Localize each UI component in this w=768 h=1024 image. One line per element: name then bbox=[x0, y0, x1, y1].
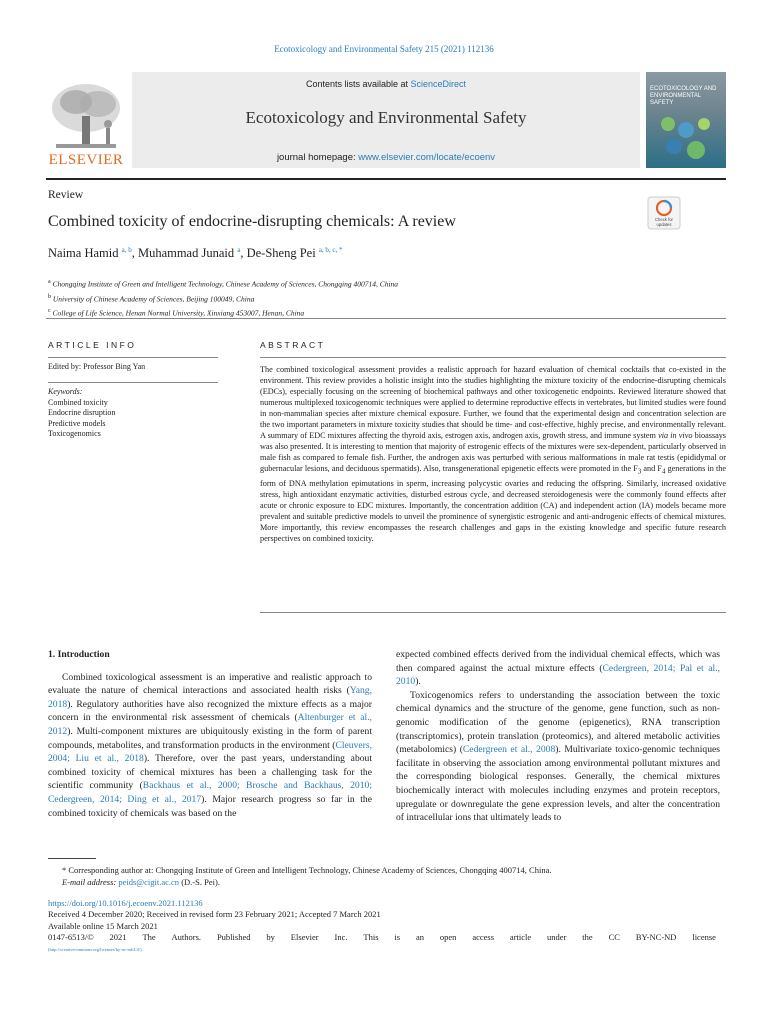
email-note bbox=[48, 876, 728, 888]
body-text: expected combined effects derived from the individual chemical effects, which was then compared against the actual mixture effects ( bbox=[396, 649, 720, 674]
author-affil-marker[interactable]: a, b bbox=[121, 246, 132, 254]
keywords-block bbox=[48, 387, 115, 440]
info-divider bbox=[48, 382, 218, 383]
edited-by: Edited by: Professor Bing Yan bbox=[48, 362, 146, 371]
body-text: Toxicogenomics refers to understanding the association between the toxic chemical dynamics and the structure of the genome, gene function, such as non-genomic modification of the genome (epigenetics), RNA transcription (transcriptomics), protein translation (proteomics), and altered metabolic activities (metabolomics) ( bbox=[396, 689, 720, 756]
elsevier-tree-logo bbox=[46, 78, 126, 168]
affiliation-marker: a bbox=[48, 279, 51, 285]
received-dates: Received 4 December 2020; Received in revised form 23 February 2021; Accepted 7 March 2021 bbox=[48, 909, 381, 920]
body-column-left bbox=[48, 648, 372, 820]
license-word: 2021 bbox=[109, 932, 127, 943]
cover-pattern-icon bbox=[656, 112, 716, 162]
abstract-italic: via in vivo bbox=[658, 431, 693, 440]
contents-line bbox=[132, 79, 640, 89]
publisher-wordmark: ELSEVIER bbox=[48, 152, 124, 168]
abstract-heading: ABSTRACT bbox=[260, 340, 326, 350]
license-statement bbox=[48, 932, 716, 943]
body-paragraph bbox=[396, 648, 720, 689]
affiliation-text: Chongqing Institute of Green and Intelligent Technology, Chinese Academy of Sciences, Chongqing 400714, China bbox=[52, 279, 399, 289]
license-word: open bbox=[439, 932, 457, 943]
keyword: Endocrine disruption bbox=[48, 408, 116, 417]
license-word: Authors. bbox=[171, 932, 202, 943]
abstract-segment: and bbox=[641, 464, 658, 473]
homepage-link[interactable]: www.elsevier.com/locate/ecoenv bbox=[358, 152, 496, 163]
homepage-line bbox=[132, 152, 640, 163]
doi-link[interactable]: https://doi.org/10.1016/j.ecoenv.2021.112136 bbox=[48, 898, 203, 908]
abstract-text bbox=[260, 364, 726, 544]
author-list bbox=[48, 246, 343, 261]
license-word: article bbox=[509, 932, 532, 943]
citation-link[interactable]: Backhaus et al., 2000; Brosche and Backhaus, 2010; Cedergreen, 2014; Ding et al., 2017 bbox=[48, 780, 372, 805]
badge-text-line2: updates bbox=[656, 222, 672, 227]
affiliation bbox=[48, 291, 398, 306]
info-divider bbox=[48, 357, 218, 358]
abstract-segment: bioassays was also presented. It is interesting to mention that majority of estrogenic effects of the mixtures were sex-dependent, particularly observed in male fish as compared to female fish. Further, the androgen axis was perturbed with serious malformations in male rat testis (epididymal or gubernacular lesions, and deciduous spermatids). Also, transgenerational epigenetic effects were promoted in the bbox=[260, 431, 726, 473]
article-type: Review bbox=[48, 189, 84, 201]
contents-prefix: Contents lists available at bbox=[305, 79, 411, 89]
body-text: ). Therefore, over the past years, understanding about combined toxicity of chemical mixtures has been a challenging task for the scientific community ( bbox=[48, 753, 372, 792]
author-separator: , bbox=[240, 246, 247, 261]
author-name[interactable]: Muhammad Junaid bbox=[137, 246, 235, 261]
abstract-segment: The combined toxicological assessment provides a realistic approach for hazard evaluation of chemical cocktails that co-existed in the environment. This review provides a holistic insight into the studies highlighting the mixture toxicity of the endocrine-disrupting chemicals (EDCs), especially focusing on the screening of biochemical pathways and other toxicogenetic endpoints. Reviewed literature showed that numerous multiplexed toxicogenomic techniques were applied to determine reproductive effects in vertebrates, but limited studies were found in non-mammalian species after mixture chemical exposure. Further, we found that the experimental design and concentration selection are the two important parameters in mixture toxicity studies that should be time- and cost-effective, highly precise, and environmentally relevant. A summary of EDC mixtures affecting the thyroid axis, estrogen axis, androgen axis, growth stress, and immune system bbox=[260, 365, 726, 440]
citation-link[interactable]: Cedergreen, 2014; Pal et al., 2010 bbox=[396, 662, 720, 688]
journal-title: Ecotoxicology and Environmental Safety bbox=[245, 108, 527, 127]
keywords-label: Keywords: bbox=[48, 387, 83, 396]
masthead bbox=[46, 72, 726, 168]
affiliation-marker: b bbox=[48, 293, 51, 300]
journal-cover-image[interactable] bbox=[646, 72, 726, 168]
article-info-heading: ARTICLE INFO bbox=[48, 340, 137, 350]
body-text: ). Multi-component mixtures are ubiquitously existing in the form of parent compounds, metabolites, and transformation products in the environment ( bbox=[48, 725, 372, 751]
online-date: Available online 15 March 2021 bbox=[48, 920, 158, 931]
email-label: E-mail address: bbox=[62, 877, 119, 887]
generation-label: F bbox=[633, 464, 638, 473]
affiliation-text: College of Life Science, Henan Normal University, Xinxiang 453007, Henan, China bbox=[52, 308, 305, 318]
license-word: Published bbox=[216, 932, 251, 943]
journal-citation[interactable]: Ecotoxicology and Environmental Safety 215 (2021) 112136 bbox=[274, 44, 494, 54]
citation-link[interactable]: Altenburger et al., 2012 bbox=[48, 712, 372, 737]
badge-text-line1: Check for bbox=[655, 217, 673, 222]
license-word: under bbox=[547, 932, 567, 943]
author-affil-marker[interactable]: a, b, c, * bbox=[318, 246, 343, 254]
tree-icon bbox=[46, 78, 126, 152]
corresponding-author-note bbox=[48, 864, 728, 876]
license-word: 0147-6513/© bbox=[48, 932, 94, 943]
section-title: 1. Introduction bbox=[48, 649, 110, 660]
cover-title: ECOTOXICOLOGY AND ENVIRONMENTAL SAFETY bbox=[650, 86, 717, 106]
author-name[interactable]: Naima Hamid bbox=[48, 246, 119, 261]
footnote-text: Corresponding author at: Chongqing Institute of Green and Intelligent Technology, Chinese Academy of Sciences, Chongqing 400714, China. bbox=[66, 865, 552, 875]
affiliation-marker: c bbox=[48, 308, 51, 314]
generation-subscript: 4 bbox=[661, 468, 666, 476]
journal-banner bbox=[132, 72, 640, 168]
article-title: Combined toxicity of endocrine-disrupting chemicals: A review bbox=[48, 213, 456, 230]
license-word: is bbox=[394, 932, 401, 943]
section-rule bbox=[46, 318, 726, 319]
abstract-segment: generations in the form of DNA methylation epimutations in sperm, increasing polycystic ovaries and reducing the offspring. Similarly, increased oxidative stress, high antioxidant enzymatic activities, disturbed estrous cycle, and decreased steroidogenesis were the commonly found effects after acute or chronic exposure to EDC mixtures. Importantly, the concentration addition (CA) and independent action (IA) models became more prevalent and suitable predictive models to unveil the prominence of synergistic estrogenic and anti-androgenic effects of chemical mixtures. More importantly, this review encompasses the research challenges and gaps in the existing knowledge and specific future research perspectives on combined toxicity. bbox=[260, 464, 726, 543]
license-word: This bbox=[363, 932, 379, 943]
body-column-right bbox=[396, 648, 720, 825]
keyword: Combined toxicity bbox=[48, 397, 108, 407]
footnote-marker: * bbox=[62, 865, 67, 875]
citation-link[interactable]: Cedergreen et al., 2008 bbox=[462, 744, 556, 756]
body-text: ). Multivariate toxico-genomic techniques facilitate in observing the association among environmental pollutant mixtures and the corresponding biological responses. Generally, the chemical mixtures biochemically interact with molecules including enzymes and protein receptors, upregulate or downregulate the gene expression levels, and alter the concentration of intracellular ions that ultimately leads to bbox=[396, 744, 720, 824]
abstract-bottom-rule bbox=[260, 612, 726, 613]
body-paragraph bbox=[396, 689, 720, 825]
license-word: The bbox=[142, 932, 156, 943]
email-link[interactable]: peids@cigit.ac.cn bbox=[118, 877, 180, 887]
license-url[interactable]: (http://creativecommons.org/licenses/by-nc-nd/4.0/). bbox=[48, 946, 143, 952]
citation-link[interactable]: Cleuvers, 2004; Liu et al., 2018 bbox=[48, 739, 372, 765]
body-text: ). Regulatory authorities have also recognized the mixture effects as a major concern in the environmental risk assessment of chemicals ( bbox=[48, 698, 372, 724]
license-word: CC bbox=[608, 932, 620, 943]
keyword: Predictive models bbox=[48, 418, 106, 428]
homepage-label: journal homepage: bbox=[276, 152, 359, 163]
license-word: Inc. bbox=[334, 932, 348, 943]
check-updates-icon bbox=[647, 196, 681, 230]
keyword: Toxicogenomics bbox=[48, 429, 101, 438]
author-name[interactable]: De-Sheng Pei bbox=[246, 246, 316, 261]
body-text: Combined toxicological assessment is an imperative and realistic approach to evaluate the nature of chemical interactions and associated health risks ( bbox=[48, 671, 372, 697]
check-for-updates-badge[interactable] bbox=[647, 196, 681, 230]
footnote-rule bbox=[48, 858, 96, 859]
license-word: an bbox=[415, 932, 424, 943]
email-suffix: (D.-S. Pei). bbox=[179, 877, 220, 887]
generation-label: F bbox=[657, 464, 662, 473]
license-word: access bbox=[472, 932, 495, 943]
author-affil-marker[interactable]: a bbox=[237, 246, 241, 254]
affiliation-text: University of Chinese Academy of Sciences, Beijing 100049, China bbox=[52, 294, 255, 303]
license-word: the bbox=[582, 932, 593, 943]
license-word: by bbox=[266, 932, 275, 943]
license-word: license bbox=[692, 932, 716, 943]
body-text: ). Major research progress so far in the combined toxicity of chemicals was based on the bbox=[48, 793, 372, 819]
license-word: Elsevier bbox=[290, 932, 319, 943]
body-text: ). bbox=[415, 676, 421, 688]
author-separator: , bbox=[131, 246, 138, 261]
footnotes bbox=[48, 864, 728, 888]
body-paragraph bbox=[48, 671, 372, 821]
license-word: BY-NC-ND bbox=[635, 932, 677, 943]
generation-subscript: 3 bbox=[637, 468, 642, 476]
citation-link[interactable]: Yang, 2018 bbox=[48, 685, 372, 710]
article-meta bbox=[48, 898, 716, 955]
abstract-divider bbox=[260, 357, 726, 358]
affiliation-list bbox=[48, 276, 398, 320]
affiliation bbox=[48, 276, 398, 291]
sciencedirect-link[interactable]: ScienceDirect bbox=[410, 79, 467, 89]
header-rule bbox=[46, 178, 726, 180]
